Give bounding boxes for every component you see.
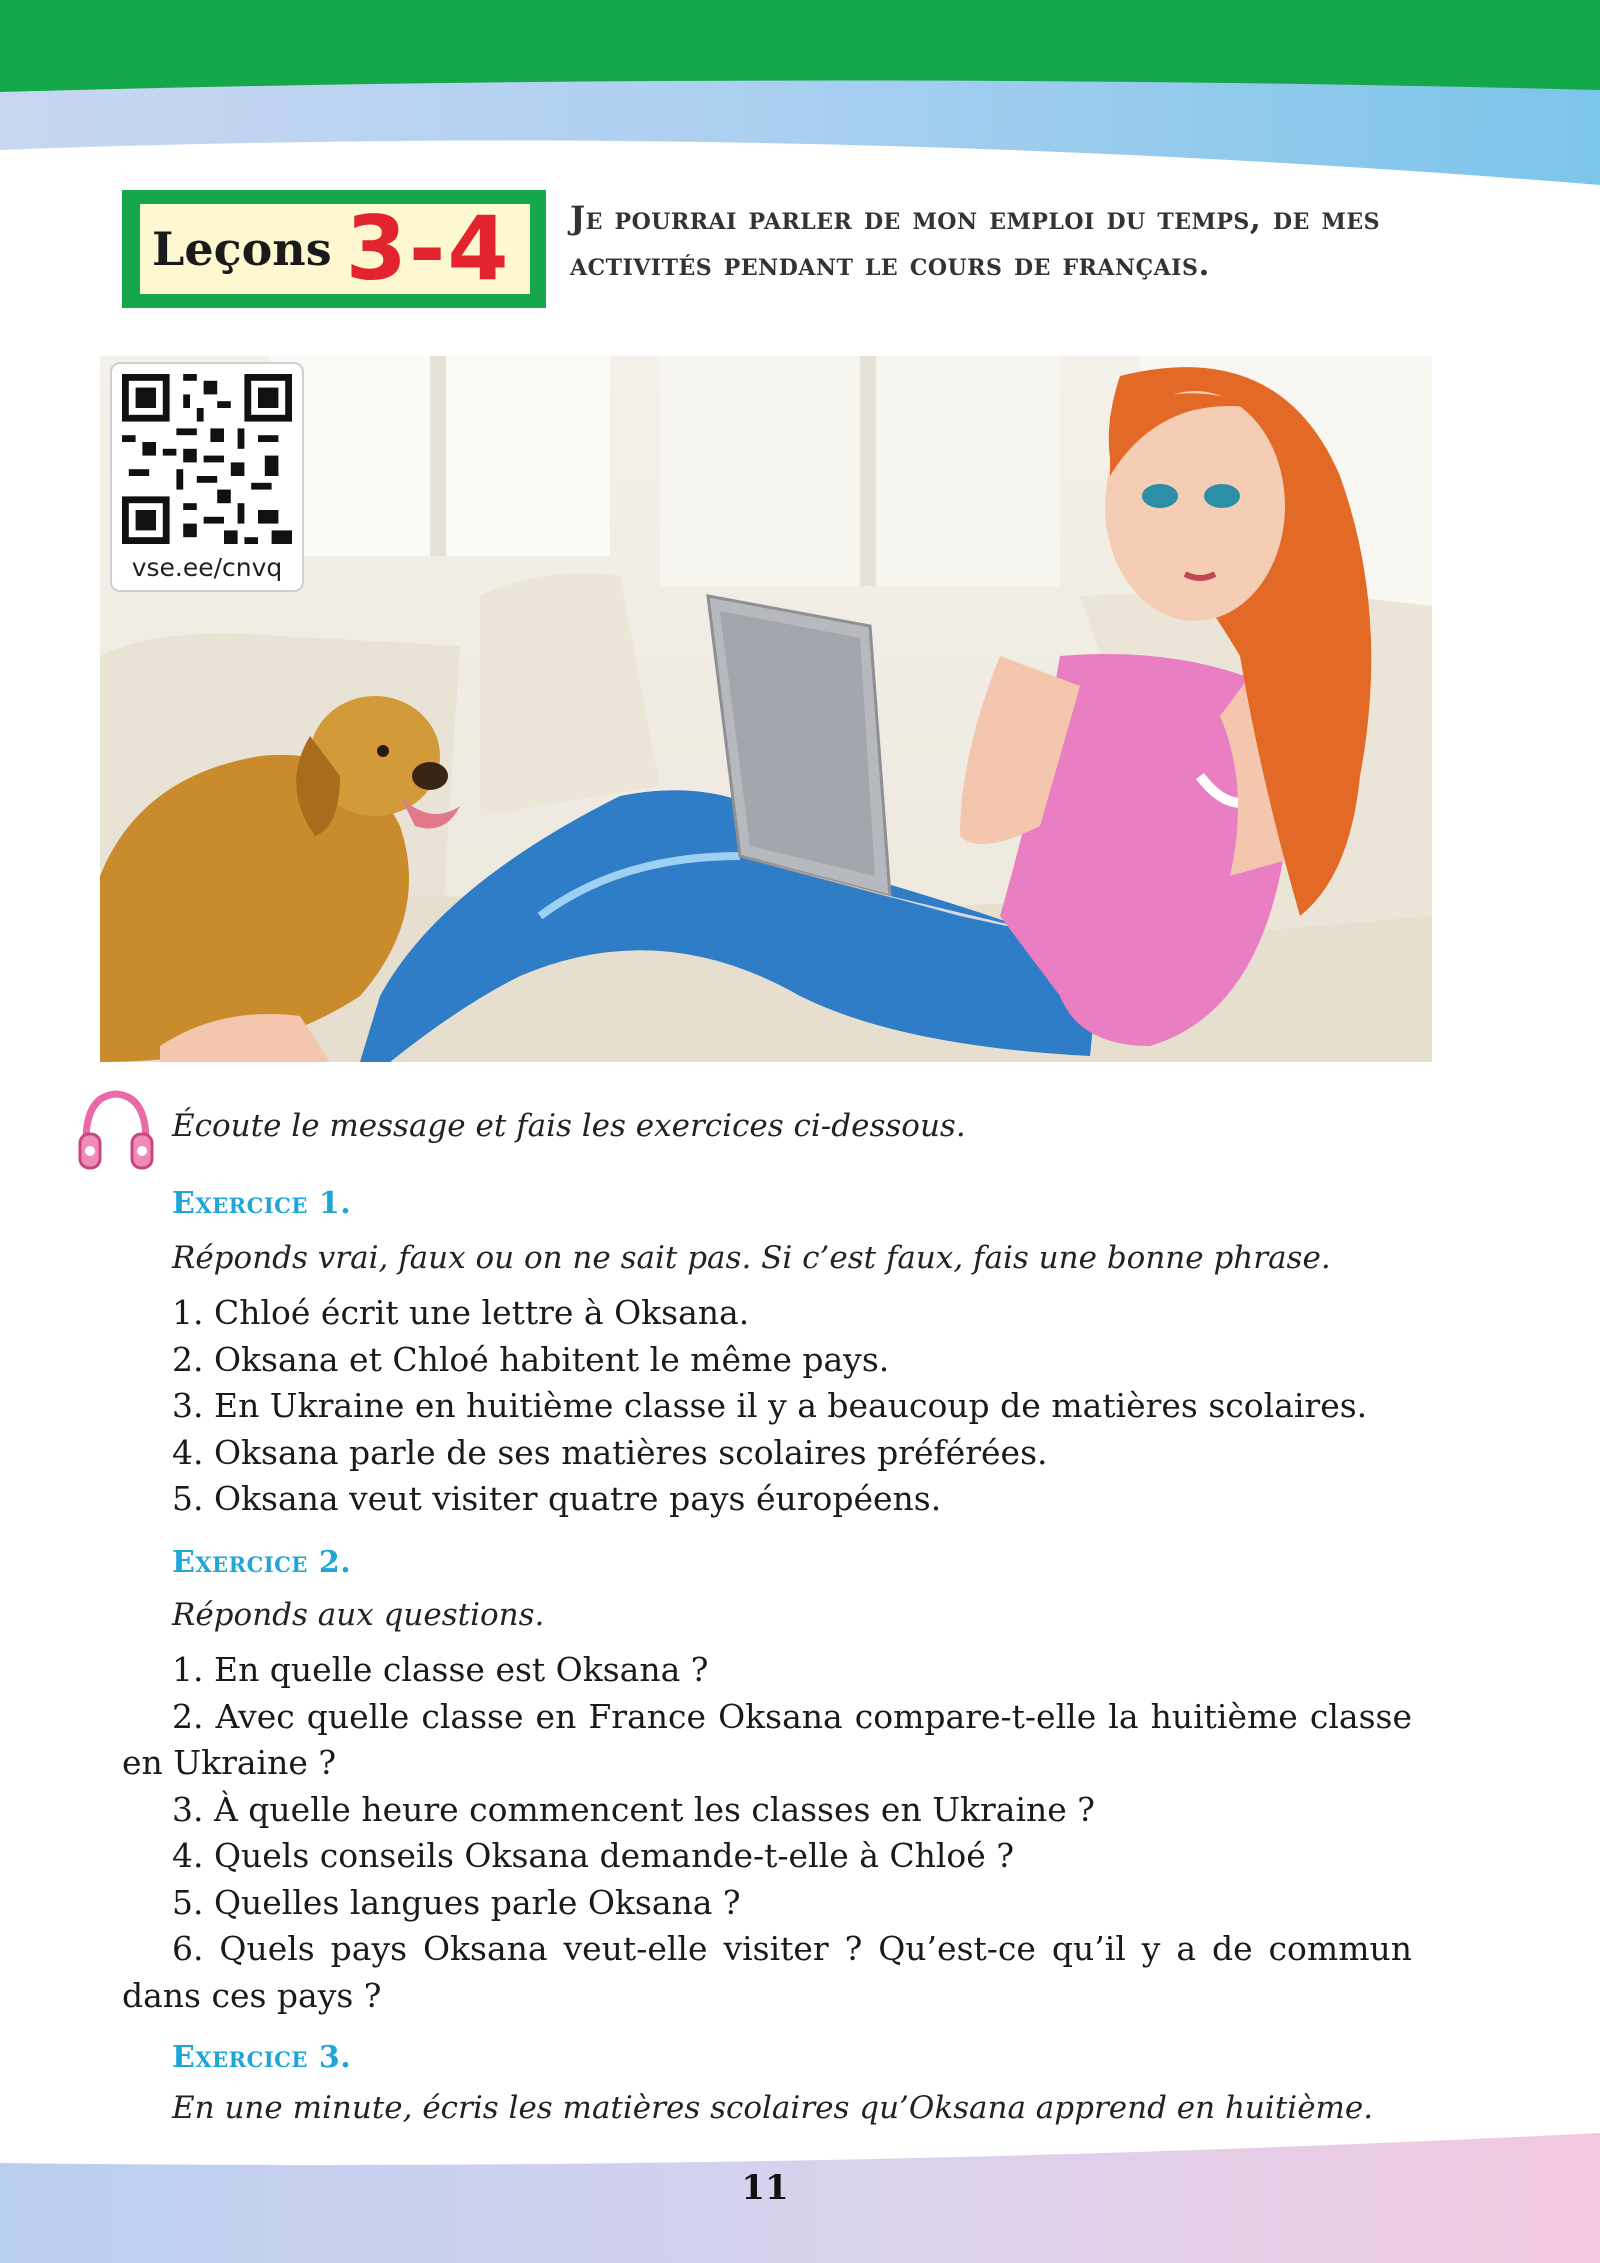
list-item: 2. Oksana et Chloé habitent le même pays.	[172, 1339, 890, 1379]
list-item: 1. En quelle classe est Oksana ?	[172, 1650, 709, 1689]
exercise-3-instruction: En une minute, écris les matières scolaires qu’Oksana apprend en huitième.	[172, 2090, 1374, 2126]
list-item: 5. Oksana veut visiter quatre pays éuropéens.	[172, 1479, 942, 1518]
list-item: 4. Quels conseils Oksana demande-t-elle à Chloé ?	[172, 1836, 1015, 1875]
exercise-1-title: Exercice 1.	[172, 1186, 352, 1221]
listening-instruction: Écoute le message et fais les exercices ci-dessous.	[172, 1108, 966, 1144]
exercise-2-list	[122, 1647, 1412, 2019]
list-item: 4. Oksana parle de ses matières scolaires préférées.	[172, 1432, 1048, 1472]
list-item: 3. En Ukraine en huitième classe il y a beaucoup de matières scolaires.	[172, 1386, 1368, 1425]
page-number: 11	[741, 2168, 789, 2208]
exercise-1-instruction: Réponds vrai, faux ou on ne sait pas. Si c’est faux, fais une bonne phrase.	[172, 1240, 1331, 1276]
exercise-2-instruction: Réponds aux questions.	[172, 1597, 545, 1633]
exercise-1-list	[122, 1290, 1412, 1523]
list-item: 5. Quelles langues parle Oksana ?	[172, 1882, 741, 1922]
lesson-title: Je pourrai parler de mon emploi du temps, de mes activités pendant le cours de français.	[570, 199, 1381, 283]
qr-code-icon[interactable]	[122, 374, 292, 544]
top-decorative-band	[0, 0, 1600, 200]
list-item: 6. Quels pays Oksana veut-elle visiter ? Qu’est-ce qu’il y a de commun dans ces pays ?	[122, 1929, 1412, 2015]
lesson-number: 3-4	[345, 197, 511, 300]
qr-code-card[interactable]	[110, 362, 304, 592]
lesson-badge	[122, 190, 546, 308]
exercise-3-title: Exercice 3.	[172, 2040, 352, 2075]
lesson-word: Leçons	[152, 222, 332, 276]
headphones-icon	[76, 1086, 156, 1176]
qr-url[interactable]: vse.ee/cnvq	[131, 553, 283, 582]
list-item: 1. Chloé écrit une lettre à Oksana.	[172, 1293, 750, 1332]
list-item: 3. À quelle heure commencent les classes en Ukraine ?	[172, 1789, 1095, 1829]
exercise-2-title: Exercice 2.	[172, 1545, 352, 1580]
list-item: 2. Avec quelle classe en France Oksana compare-t-elle la huitième classe en Ukraine ?	[122, 1696, 1412, 1782]
